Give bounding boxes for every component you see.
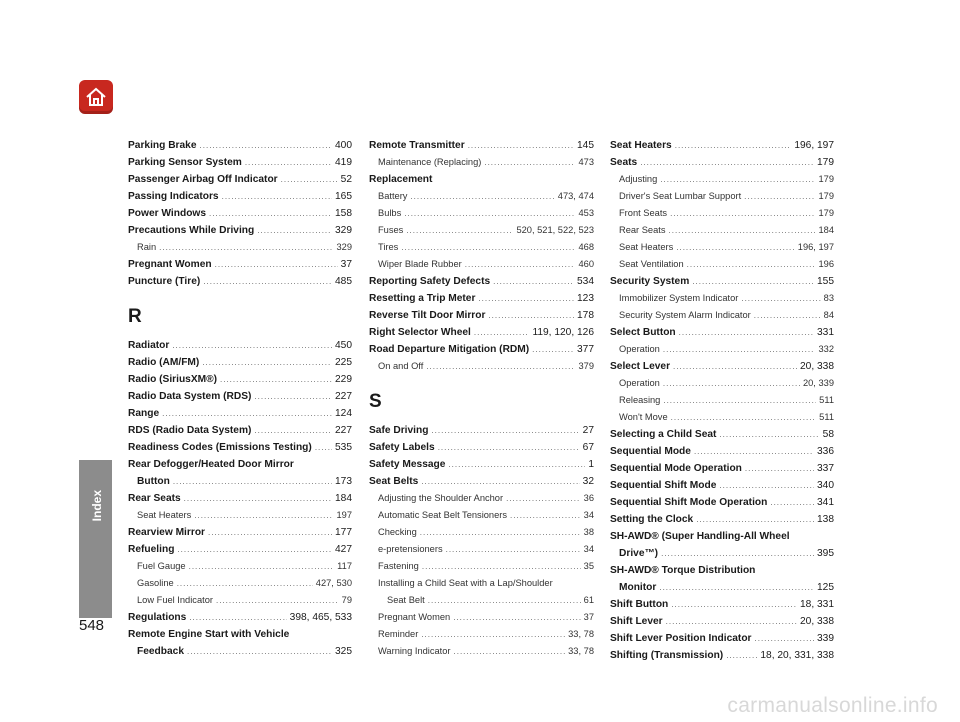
index-subentry[interactable]: Front Seats ..... 179 <box>610 205 834 222</box>
index-entry[interactable]: Security System ..... 155 <box>610 273 834 290</box>
index-column-1 <box>128 137 352 660</box>
index-entry[interactable]: Shift Lever Position Indicator ..... 339 <box>610 630 834 647</box>
index-subentry[interactable]: Gasoline ..... 427, 530 <box>128 575 352 592</box>
index-subentry[interactable]: Operation ..... 20, 339 <box>610 375 834 392</box>
index-subentry[interactable]: Low Fuel Indicator ..... 79 <box>128 592 352 609</box>
index-entry[interactable]: Sequential Shift Mode Operation ..... 341 <box>610 494 834 511</box>
index-entry[interactable]: Rear Seats ..... 184 <box>128 490 352 507</box>
index-entry[interactable]: Sequential Mode ..... 336 <box>610 443 834 460</box>
index-column-2 <box>369 137 594 660</box>
index-subentry[interactable]: Adjusting ..... 179 <box>610 171 834 188</box>
index-entry[interactable]: Precautions While Driving ..... 329 <box>128 222 352 239</box>
index-subentry[interactable]: Battery ..... 473, 474 <box>369 188 594 205</box>
index-entry[interactable]: Resetting a Trip Meter ..... 123 <box>369 290 594 307</box>
index-entry[interactable]: Selecting a Child Seat ..... 58 <box>610 426 834 443</box>
index-entry: SH-AWD® Torque Distribution <box>610 565 756 576</box>
index-subentry[interactable]: Security System Alarm Indicator ..... 84 <box>610 307 834 324</box>
index-entry[interactable]: Remote Transmitter ..... 145 <box>369 137 594 154</box>
index-entry[interactable]: Right Selector Wheel ..... 119, 120, 126 <box>369 324 594 341</box>
index-entry[interactable]: Puncture (Tire) ..... 485 <box>128 273 352 290</box>
index-entry[interactable]: Reverse Tilt Door Mirror ..... 178 <box>369 307 594 324</box>
index-entry[interactable]: Sequential Shift Mode ..... 340 <box>610 477 834 494</box>
index-entry[interactable]: Safe Driving ..... 27 <box>369 422 594 439</box>
index-entry[interactable]: Sequential Mode Operation ..... 337 <box>610 460 834 477</box>
index-entry[interactable]: Parking Brake ..... 400 <box>128 137 352 154</box>
index-subentry[interactable]: Fuel Gauge ..... 117 <box>128 558 352 575</box>
index-subentry[interactable]: Checking ..... 38 <box>369 524 594 541</box>
section-letter-s: S <box>369 391 382 412</box>
index-subentry[interactable]: Operation ..... 332 <box>610 341 834 358</box>
index-subentry[interactable]: Fuses ..... 520, 521, 522, 523 <box>369 222 594 239</box>
index-subentry[interactable]: Pregnant Women ..... 37 <box>369 609 594 626</box>
index-entry[interactable]: Select Button ..... 331 <box>610 324 834 341</box>
index-subentry[interactable]: Adjusting the Shoulder Anchor ..... 36 <box>369 490 594 507</box>
index-entry-continued[interactable]: Feedback ..... 325 <box>128 643 352 660</box>
index-subentry[interactable]: Driver's Seat Lumbar Support ..... 179 <box>610 188 834 205</box>
index-subentry[interactable]: Bulbs ..... 453 <box>369 205 594 222</box>
index-entry[interactable]: Safety Message ..... 1 <box>369 456 594 473</box>
section-tab-label: Index <box>90 490 104 522</box>
index-subentry[interactable]: Maintenance (Replacing) ..... 473 <box>369 154 594 171</box>
index-subentry[interactable]: Tires ..... 468 <box>369 239 594 256</box>
index-entry: SH-AWD® (Super Handling-All Wheel <box>610 531 790 542</box>
home-button[interactable] <box>79 80 113 114</box>
index-subentry[interactable]: On and Off ..... 379 <box>369 358 594 375</box>
index-subentry[interactable]: Immobilizer System Indicator ..... 83 <box>610 290 834 307</box>
index-entry[interactable]: Shift Lever ..... 20, 338 <box>610 613 834 630</box>
index-entry[interactable]: Seat Heaters ..... 196, 197 <box>610 137 834 154</box>
index-subentry-continued[interactable]: Seat Belt ..... 61 <box>369 592 594 609</box>
index-subentry[interactable]: Rain ..... 329 <box>128 239 352 256</box>
index-subentry[interactable]: Reminder ..... 33, 78 <box>369 626 594 643</box>
index-entry[interactable]: Radio (AM/FM) ..... 225 <box>128 354 352 371</box>
index-entry[interactable]: Setting the Clock ..... 138 <box>610 511 834 528</box>
index-entry: Rear Defogger/Heated Door Mirror <box>128 459 294 470</box>
index-entry[interactable]: Range ..... 124 <box>128 405 352 422</box>
index-subentry[interactable]: Warning Indicator ..... 33, 78 <box>369 643 594 660</box>
section-letter-r: R <box>128 306 142 327</box>
index-entry[interactable]: Seats ..... 179 <box>610 154 834 171</box>
index-entry[interactable]: Pregnant Women ..... 37 <box>128 256 352 273</box>
home-icon <box>84 86 108 108</box>
index-entry[interactable]: Road Departure Mitigation (RDM) ..... 377 <box>369 341 594 358</box>
index-entry[interactable]: Shifting (Transmission) ..... 18, 20, 331, 338 <box>610 647 834 664</box>
index-entry[interactable]: Select Lever ..... 20, 338 <box>610 358 834 375</box>
index-entry[interactable]: Refueling ..... 427 <box>128 541 352 558</box>
index-entry[interactable]: Rearview Mirror ..... 177 <box>128 524 352 541</box>
index-entry[interactable]: Parking Sensor System ..... 419 <box>128 154 352 171</box>
index-entry[interactable]: Seat Belts ..... 32 <box>369 473 594 490</box>
index-entry-continued[interactable]: Monitor ..... 125 <box>610 579 834 596</box>
index-entry[interactable]: Shift Button ..... 18, 331 <box>610 596 834 613</box>
index-subentry[interactable]: Won't Move ..... 511 <box>610 409 834 426</box>
index-subentry[interactable]: Releasing ..... 511 <box>610 392 834 409</box>
index-entry: Remote Engine Start with Vehicle <box>128 629 290 640</box>
index-entry[interactable]: Radio (SiriusXM®) ..... 229 <box>128 371 352 388</box>
index-entry[interactable]: Readiness Codes (Emissions Testing) ..... 535 <box>128 439 352 456</box>
index-subentry: Installing a Child Seat with a Lap/Shoulder <box>378 578 553 588</box>
index-entry[interactable]: Passenger Airbag Off Indicator ..... 52 <box>128 171 352 188</box>
index-subentry[interactable]: Seat Heaters ..... 197 <box>128 507 352 524</box>
index-entry-continued[interactable]: Button ..... 173 <box>128 473 352 490</box>
index-entry[interactable]: Radiator ..... 450 <box>128 337 352 354</box>
index-entry: Replacement <box>369 174 433 185</box>
index-subentry[interactable]: e-pretensioners ..... 34 <box>369 541 594 558</box>
index-subentry[interactable]: Wiper Blade Rubber ..... 460 <box>369 256 594 273</box>
index-entry[interactable]: Reporting Safety Defects ..... 534 <box>369 273 594 290</box>
index-subentry[interactable]: Rear Seats ..... 184 <box>610 222 834 239</box>
index-entry[interactable]: Radio Data System (RDS) ..... 227 <box>128 388 352 405</box>
index-column-3 <box>610 137 834 664</box>
index-section-tab[interactable] <box>79 460 112 618</box>
index-entry[interactable]: Power Windows ..... 158 <box>128 205 352 222</box>
index-entry[interactable]: Passing Indicators ..... 165 <box>128 188 352 205</box>
index-subentry[interactable]: Seat Ventilation ..... 196 <box>610 256 834 273</box>
index-entry[interactable]: RDS (Radio Data System) ..... 227 <box>128 422 352 439</box>
index-subentry[interactable]: Automatic Seat Belt Tensioners ..... 34 <box>369 507 594 524</box>
page-number: 548 <box>79 617 105 634</box>
index-entry[interactable]: Regulations ..... 398, 465, 533 <box>128 609 352 626</box>
index-subentry[interactable]: Fastening ..... 35 <box>369 558 594 575</box>
watermark: carmanualsonline.info <box>727 694 938 717</box>
index-subentry[interactable]: Seat Heaters ..... 196, 197 <box>610 239 834 256</box>
index-entry-continued[interactable]: Drive™) ..... 395 <box>610 545 834 562</box>
index-entry[interactable]: Safety Labels ..... 67 <box>369 439 594 456</box>
